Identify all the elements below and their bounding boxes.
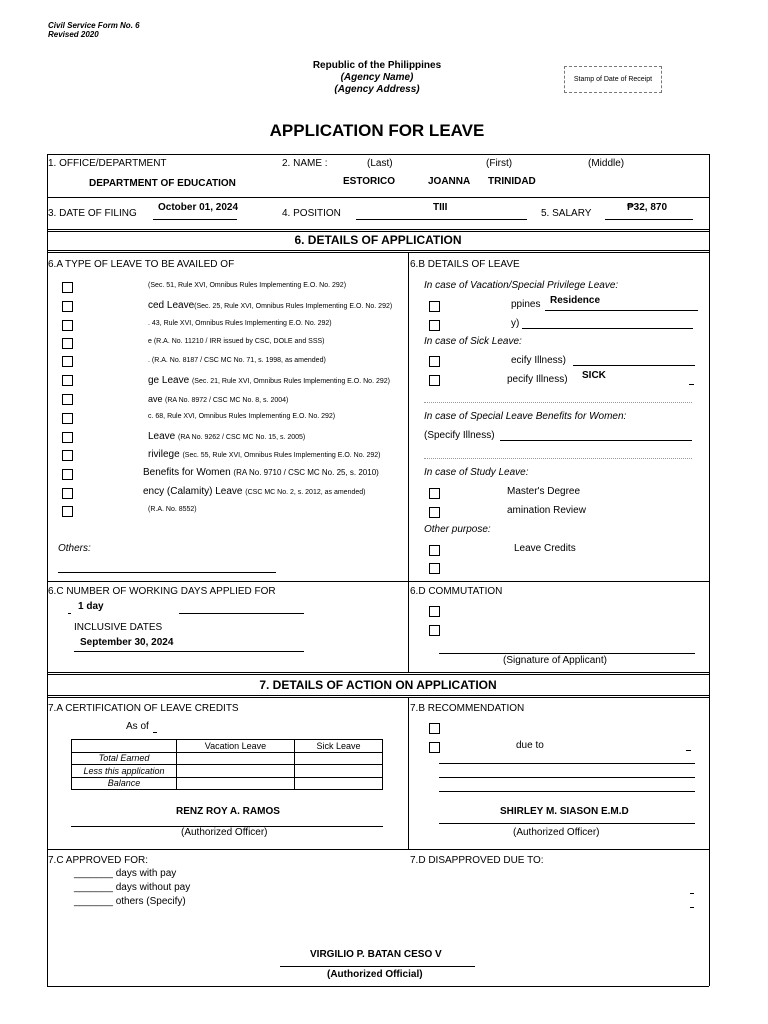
table-row-label: Balance [72, 777, 177, 790]
leave-type-label: (R.A. No. 8552) [148, 506, 197, 513]
recommend-reason-line[interactable] [439, 763, 695, 764]
table-row [72, 765, 383, 778]
section7-divider [408, 697, 409, 849]
recommend-disapproval-checkbox[interactable] [429, 742, 440, 753]
officer-a-name[interactable]: RENZ ROY A. RAMOS [176, 806, 280, 817]
approved-title: 7.C APPROVED FOR: [48, 855, 149, 866]
authorized-official-name[interactable]: VIRGILIO P. BATAN CESO V [310, 949, 442, 960]
women-case-label: In case of Special Leave Benefits for Women: [424, 411, 627, 422]
study-review-label: amination Review [507, 505, 586, 516]
leave-type-checkbox[interactable] [62, 488, 73, 499]
other-purpose-label: Other purpose: [424, 524, 491, 535]
inclusive-dates-value[interactable]: September 30, 2024 [80, 637, 174, 648]
as-of-input[interactable] [153, 732, 157, 733]
table-header-cell: Vacation Leave [177, 740, 295, 753]
terminal-leave-checkbox[interactable] [429, 563, 440, 574]
study-masters-label: Master's Degree [507, 486, 581, 497]
study-masters-checkbox[interactable] [429, 488, 440, 499]
leave-type-label: rivilege (Sec. 55, Rule XVI, Omnibus Rules Implementing E.O. No. 292) [148, 449, 381, 460]
recommend-approval-checkbox[interactable] [429, 723, 440, 734]
officer-a-label: (Authorized Officer) [181, 827, 268, 838]
applicant-signature-line[interactable] [439, 653, 695, 654]
recommend-due-to-label: due to [516, 740, 544, 751]
section6-divider [408, 252, 409, 672]
stamp-box [564, 66, 662, 93]
approved-days-with-pay[interactable]: _______ days with pay [74, 868, 177, 879]
leave-type-checkbox[interactable] [62, 320, 73, 331]
study-case-label: In case of Study Leave: [424, 467, 529, 478]
leave-type-label: . (R.A. No. 8187 / CSC MC No. 71, s. 1998, as amended) [148, 357, 326, 364]
position-label: 4. POSITION [282, 208, 341, 219]
section7-title: 7. DETAILS OF ACTION ON APPLICATION [259, 678, 497, 692]
last-name-value[interactable]: ESTORICO [343, 176, 396, 187]
women-illness-input[interactable] [500, 440, 692, 441]
leave-type-checkbox[interactable] [62, 432, 73, 443]
office-label: 1. OFFICE/DEPARTMENT [48, 158, 167, 169]
sick-hospital-checkbox[interactable] [429, 356, 440, 367]
table-row [72, 777, 383, 790]
vacation-within-label: ppines [511, 299, 541, 310]
sick-outpatient-label: pecify Illness) [507, 374, 568, 385]
table-cell[interactable] [294, 765, 382, 778]
leave-type-label: (Sec. 51, Rule XVI, Omnibus Rules Implementing E.O. No. 292) [148, 282, 347, 289]
sick-hospital-label: ecify Illness) [511, 355, 567, 366]
commutation-title: 6.D COMMUTATION [410, 586, 503, 597]
leave-type-label: ge Leave (Sec. 21, Rule XVI, Omnibus Rules Implementing E.O. No. 292) [148, 375, 390, 386]
stamp-label: Stamp of Date of Receipt [573, 76, 653, 83]
monetization-checkbox[interactable] [429, 545, 440, 556]
approved-others[interactable]: _______ others (Specify) [74, 896, 186, 907]
recommend-reason-line[interactable] [439, 791, 695, 792]
vacation-abroad-label: y) [511, 318, 520, 329]
recommend-reason-line[interactable] [439, 777, 695, 778]
table-row-label: Less this application [72, 765, 177, 778]
leave-type-label: Leave (RA No. 9262 / CSC MC No. 15, s. 2005) [148, 431, 306, 442]
inclusive-dates-label: INCLUSIVE DATES [74, 622, 163, 633]
leave-type-checkbox[interactable] [62, 469, 73, 480]
vacation-abroad-input[interactable] [522, 328, 693, 329]
leave-type-label: e (R.A. No. 11210 / IRR issued by CSC, DOLE and SSS) [148, 338, 325, 345]
office-value[interactable]: DEPARTMENT OF EDUCATION [89, 178, 236, 189]
others-label: Others: [58, 543, 91, 554]
agency-address: (Agency Address) [334, 84, 420, 95]
certification-title: 7.A CERTIFICATION OF LEAVE CREDITS [48, 703, 239, 714]
leave-credits-table [71, 739, 383, 790]
disapproved-title: 7.D DISAPPROVED DUE TO: [410, 855, 544, 866]
leave-type-checkbox[interactable] [62, 301, 73, 312]
leave-type-checkbox[interactable] [62, 450, 73, 461]
sick-outpatient-value[interactable]: SICK [582, 370, 606, 381]
form-number: Civil Service Form No. 6 [48, 21, 140, 30]
leave-type-checkbox[interactable] [62, 356, 73, 367]
filing-date-label: 3. DATE OF FILING [48, 208, 137, 219]
commutation-requested-checkbox[interactable] [429, 625, 440, 636]
first-name-value[interactable]: JOANNA [428, 176, 471, 187]
salary-label: 5. SALARY [541, 208, 592, 219]
sick-hospital-input[interactable] [573, 365, 695, 366]
as-of-label: As of [126, 721, 149, 732]
vacation-case-label: In case of Vacation/Special Privilege Leave: [424, 280, 619, 291]
table-cell[interactable] [177, 752, 295, 765]
middle-name-value[interactable]: TRINIDAD [488, 176, 536, 187]
officer-b-label: (Authorized Officer) [513, 827, 600, 838]
first-name-label: (First) [486, 158, 513, 169]
frame-right [709, 154, 710, 986]
women-illness-label: (Specify Illness) [424, 430, 495, 441]
leave-type-label: ced Leave(Sec. 25, Rule XVI, Omnibus Rules Implementing E.O. No. 292) [148, 300, 393, 311]
leave-type-label: Benefits for Women (RA No. 9710 / CSC MC No. 25, s. 2010) [143, 467, 379, 478]
leave-type-checkbox[interactable] [62, 506, 73, 517]
sick-outpatient-checkbox[interactable] [429, 375, 440, 386]
table-cell[interactable] [294, 777, 382, 790]
approved-days-without-pay[interactable]: _______ days without pay [74, 882, 191, 893]
recommendation-title: 7.B RECOMMENDATION [410, 703, 525, 714]
leave-type-label: ave (RA No. 8972 / CSC MC No. 8, s. 2004) [148, 394, 289, 404]
leave-type-checkbox[interactable] [62, 375, 73, 386]
leave-type-checkbox[interactable] [62, 394, 73, 405]
table-header-cell [72, 740, 177, 753]
table-row-label: Total Earned [72, 752, 177, 765]
middle-name-label: (Middle) [588, 158, 625, 169]
position-value[interactable]: TIII [433, 202, 448, 213]
last-name-label: (Last) [367, 158, 393, 169]
study-review-checkbox[interactable] [429, 507, 440, 518]
authorized-official-label: (Authorized Official) [327, 969, 423, 980]
officer-b-name[interactable]: SHIRLEY M. SIASON E.M.D [500, 806, 629, 817]
agency-name: (Agency Name) [340, 72, 414, 83]
table-cell[interactable] [177, 765, 295, 778]
leave-details-title: 6.B DETAILS OF LEAVE [410, 259, 520, 270]
leave-type-label: . 43, Rule XVI, Omnibus Rules Implementing E.O. No. 292) [148, 320, 332, 327]
leave-type-checkbox[interactable] [62, 282, 73, 293]
form-title: APPLICATION FOR LEAVE [269, 121, 485, 140]
commutation-not-requested-checkbox[interactable] [429, 606, 440, 617]
leave-type-checkbox[interactable] [62, 338, 73, 349]
others-input[interactable] [58, 572, 276, 573]
table-header-cell: Sick Leave [294, 740, 382, 753]
form-revision: Revised 2020 [48, 30, 99, 39]
leave-type-label: ency (Calamity) Leave (CSC MC No. 2, s. 2012, as amended) [143, 486, 366, 497]
salary-value[interactable]: ₱32, 870 [627, 202, 668, 213]
leave-type-title: 6.A TYPE OF LEAVE TO BE AVAILED OF [48, 259, 235, 270]
section6-title: 6. DETAILS OF APPLICATION [294, 233, 462, 247]
vacation-abroad-checkbox[interactable] [429, 320, 440, 331]
sick-case-label: In case of Sick Leave: [424, 336, 522, 347]
leave-type-checkbox[interactable] [62, 413, 73, 424]
table-cell[interactable] [177, 777, 295, 790]
working-days-title: 6.C NUMBER OF WORKING DAYS APPLIED FOR [48, 586, 276, 597]
working-days-value[interactable]: 1 day [78, 601, 104, 612]
leave-type-label: c. 68, Rule XVI, Omnibus Rules Implementing E.O. No. 292) [148, 413, 336, 420]
vacation-within-value[interactable]: Residence [550, 295, 601, 306]
applicant-signature-label: (Signature of Applicant) [503, 655, 607, 666]
filing-date-value[interactable]: October 01, 2024 [158, 202, 239, 213]
vacation-within-checkbox[interactable] [429, 301, 440, 312]
table-cell[interactable] [294, 752, 382, 765]
table-row [72, 752, 383, 765]
name-label: 2. NAME : [282, 158, 328, 169]
monetization-label: Leave Credits [514, 543, 576, 554]
republic-label: Republic of the Philippines [312, 60, 442, 71]
